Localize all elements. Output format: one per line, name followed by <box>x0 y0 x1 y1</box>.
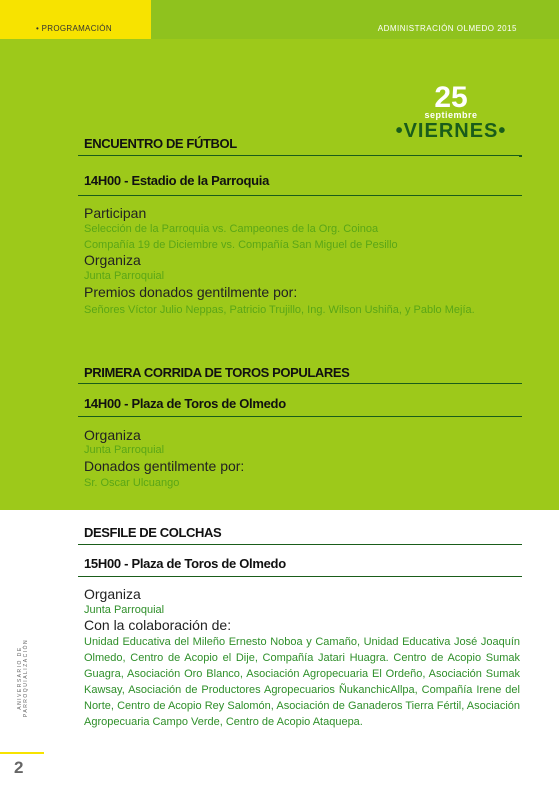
event-3-organiza-label: Organiza <box>84 586 141 602</box>
event-2-title: PRIMERA CORRIDA DE TOROS POPULARES <box>84 365 350 380</box>
event-2-time-place: 14H00 - Plaza de Toros de Olmedo <box>84 396 286 411</box>
event-2-organiza-label: Organiza <box>84 427 141 443</box>
section-label: • PROGRAMACIÓN <box>36 24 112 33</box>
divider-line <box>78 195 522 196</box>
divider-line <box>78 155 522 156</box>
event-1-participan-label: Participan <box>84 205 147 221</box>
event-1-premios-label: Premios donados gentilmente por: <box>84 284 298 300</box>
event-1-organiza-value: Junta Parroquial <box>84 270 165 282</box>
event-1-time-place: 14H00 - Estadio de la Parroquia <box>84 173 270 188</box>
page-number: 2 <box>14 758 24 777</box>
header-title: ADMINISTRACIÓN OLMEDO 2015 <box>377 24 517 33</box>
date-block <box>390 81 512 143</box>
event-2-organiza-value: Junta Parroquial <box>84 444 165 456</box>
page-number-bar <box>0 752 44 754</box>
event-3-organiza-value: Junta Parroquial <box>84 604 165 616</box>
event-1-title: ENCUENTRO DE FÚTBOL <box>84 136 237 151</box>
event-3-colaboracion-label: Con la colaboración de: <box>84 617 232 633</box>
date-month: septiembre <box>424 110 478 120</box>
date-weekday: •VIERNES• <box>395 120 507 142</box>
event-1-participan-line-1: Selección de la Parroquia vs. Campeones de la Org. Coinoa <box>84 223 379 235</box>
divider-line <box>78 383 522 384</box>
divider-line <box>78 576 522 577</box>
event-2-donados-value: Sr. Oscar Ulcuango <box>84 477 180 489</box>
vertical-side-text: ANIVERSARIO DE PARROQUIALIZACIÓN <box>17 638 29 718</box>
event-2-donados-label: Donados gentilmente por: <box>84 458 245 474</box>
event-3-colaboracion-value: Unidad Educativa del Mileño Ernesto Noboa y Camaño, Unidad Educativa José Joaquín Olmedo, Centro de Acopio el Dije, Compañía Jatari Huagra. Centro de Acopio Sumak Guagra, Asociación Oro Blanco, Asociación Agropecuaria El Ordeño, Asociación Sumak Kawsay, Asociación de Productores Agropecuarios ÑukanchicAllpa, Compañía Irene del Norte, Centro de Acopio Rey Salomón, Asociación de Ganaderos Tierra Fértil, Asociación Agropecuaria Campo Verde, Centro de Acopio Ataquepa. <box>84 636 520 728</box>
event-3-time-place: 15H00 - Plaza de Toros de Olmedo <box>84 556 286 571</box>
date-day-number: 25 <box>434 81 468 114</box>
divider-line <box>78 544 522 545</box>
header-yellow-band <box>0 0 151 39</box>
header-green-band <box>151 0 559 39</box>
event-1-participan-line-2: Compañía 19 de Diciembre vs. Compañía San Miguel de Pesillo <box>84 239 398 251</box>
event-1-organiza-label: Organiza <box>84 252 141 268</box>
divider-line <box>78 416 522 417</box>
event-3-title: DESFILE DE COLCHAS <box>84 525 222 540</box>
event-1-premios-value: Señores Víctor Julio Neppas, Patricio Trujillo, Ing. Wilson Ushiña, y Pablo Mejía. <box>84 304 475 316</box>
